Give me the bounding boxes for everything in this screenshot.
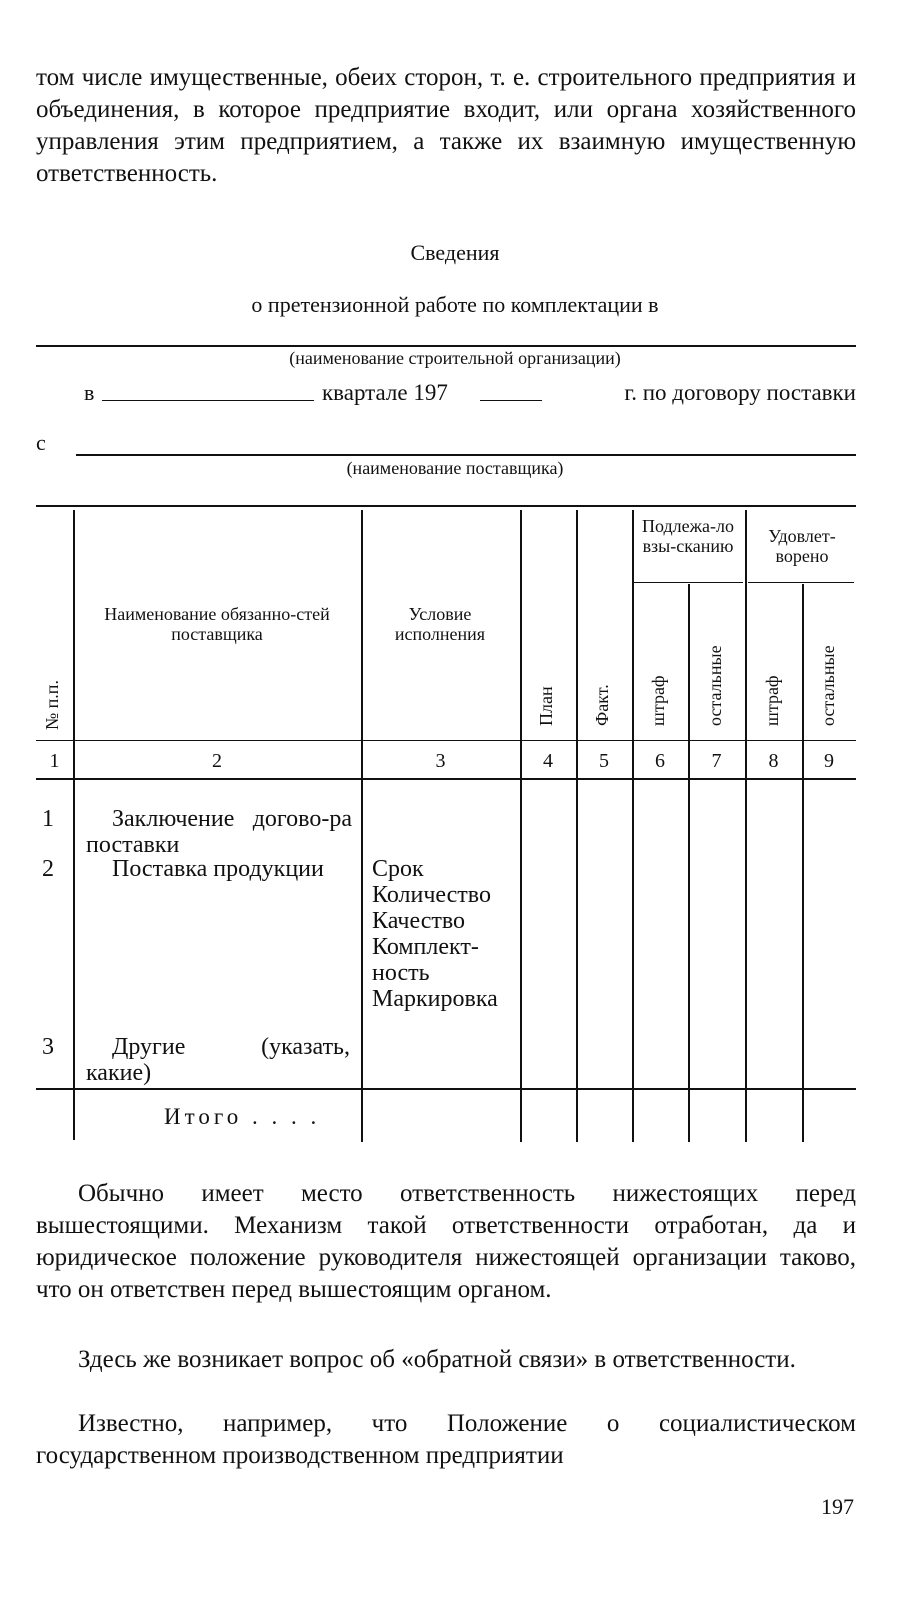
supplier-caption: (наименование поставщика) (346, 458, 564, 478)
column-number: 8 (768, 750, 779, 772)
column-number: 1 (49, 750, 60, 772)
group2-divider (748, 582, 854, 583)
row-obligation: Поставка продукции (112, 856, 324, 882)
column-number: 5 (599, 750, 609, 772)
col-divider-7 (745, 510, 747, 1142)
row-number: 3 (42, 1034, 54, 1060)
column-number: 4 (543, 750, 553, 772)
quarter-prefix: в (84, 380, 95, 405)
col-divider-6 (688, 584, 690, 1142)
header-other-recover: остальные (705, 645, 725, 726)
header-obligations: Наименование обязанно-стей поставщика (104, 604, 330, 644)
rows-bottom-line (36, 1088, 856, 1090)
top-paragraph: том числе имущественные, обеих сторон, т. е. строительного предприятия и объединения, в которое предприятие входит, или органа хозяйственного управления этим предприятием, а также их взаимную имущественную ответственность. (36, 64, 856, 187)
header-number: № п.п. (42, 680, 62, 730)
quarter-suffix: г. по договору поставки (624, 380, 856, 405)
col-divider-1 (73, 510, 75, 1140)
header-other-satisfied: остальные (818, 645, 838, 726)
body-paragraph: Обычно имеет место ответственность нижестоящих перед вышестоящими. Механизм такой ответственности отработан, да и юридическое положение руководителя нижестоящей организации таково, что он ответствен перед вышестоящим органом. (36, 1180, 856, 1303)
header-fine-satisfied: штраф (762, 675, 782, 726)
supplier-prefix: с (36, 430, 46, 455)
supplier-line (76, 454, 856, 456)
form-subtitle: о претензионной работе по комплектации в (251, 292, 659, 317)
col-divider-8 (802, 584, 804, 1142)
form-title: Сведения (410, 240, 500, 265)
col-divider-2 (361, 510, 363, 1142)
body-paragraph: Известно, например, что Положение о социалистическом государственном производственном предприятии (36, 1410, 856, 1469)
column-number: 7 (711, 750, 722, 772)
page-number: 197 (821, 1494, 854, 1519)
column-number: 2 (212, 750, 222, 772)
column-number: 6 (655, 750, 665, 772)
header-satisfied: Удовлет-ворено (768, 526, 836, 566)
row-obligation: Другие (указать, какие) (86, 1034, 350, 1086)
column-number: 9 (824, 750, 834, 772)
row-number: 1 (42, 806, 54, 832)
header-to-recover: Подлежа-ло взы-сканию (641, 516, 734, 556)
total-label: Итого . . . . (164, 1104, 321, 1129)
col-divider-5 (632, 510, 634, 1142)
header-fine-recover: штраф (648, 675, 668, 726)
numbers-bottom-line (36, 778, 856, 780)
header-fact: Факт. (592, 684, 612, 726)
row-obligation: Заключение догово-ра поставки (86, 806, 352, 858)
column-number: 3 (435, 750, 446, 772)
quarter-text: квартале 197 (322, 380, 448, 405)
body-paragraph: Здесь же возникает вопрос об «обратной связи» в ответственности. (78, 1346, 796, 1373)
row-number: 2 (42, 856, 54, 882)
org-caption: (наименование строительной организации) (289, 348, 621, 368)
header-bottom-line (36, 740, 856, 741)
group1-divider (633, 582, 743, 583)
col-divider-4 (576, 510, 578, 1142)
col-divider-3 (520, 510, 522, 1142)
table-top-line (36, 505, 856, 507)
header-condition: Условие исполнения (394, 604, 486, 644)
org-name-line (36, 345, 856, 347)
header-plan: План (536, 686, 556, 726)
year-blank-line (480, 400, 542, 401)
row-conditions: Срок Количество Качество Комплект-ность Маркировка (372, 856, 498, 1012)
quarter-blank-line (102, 400, 314, 401)
